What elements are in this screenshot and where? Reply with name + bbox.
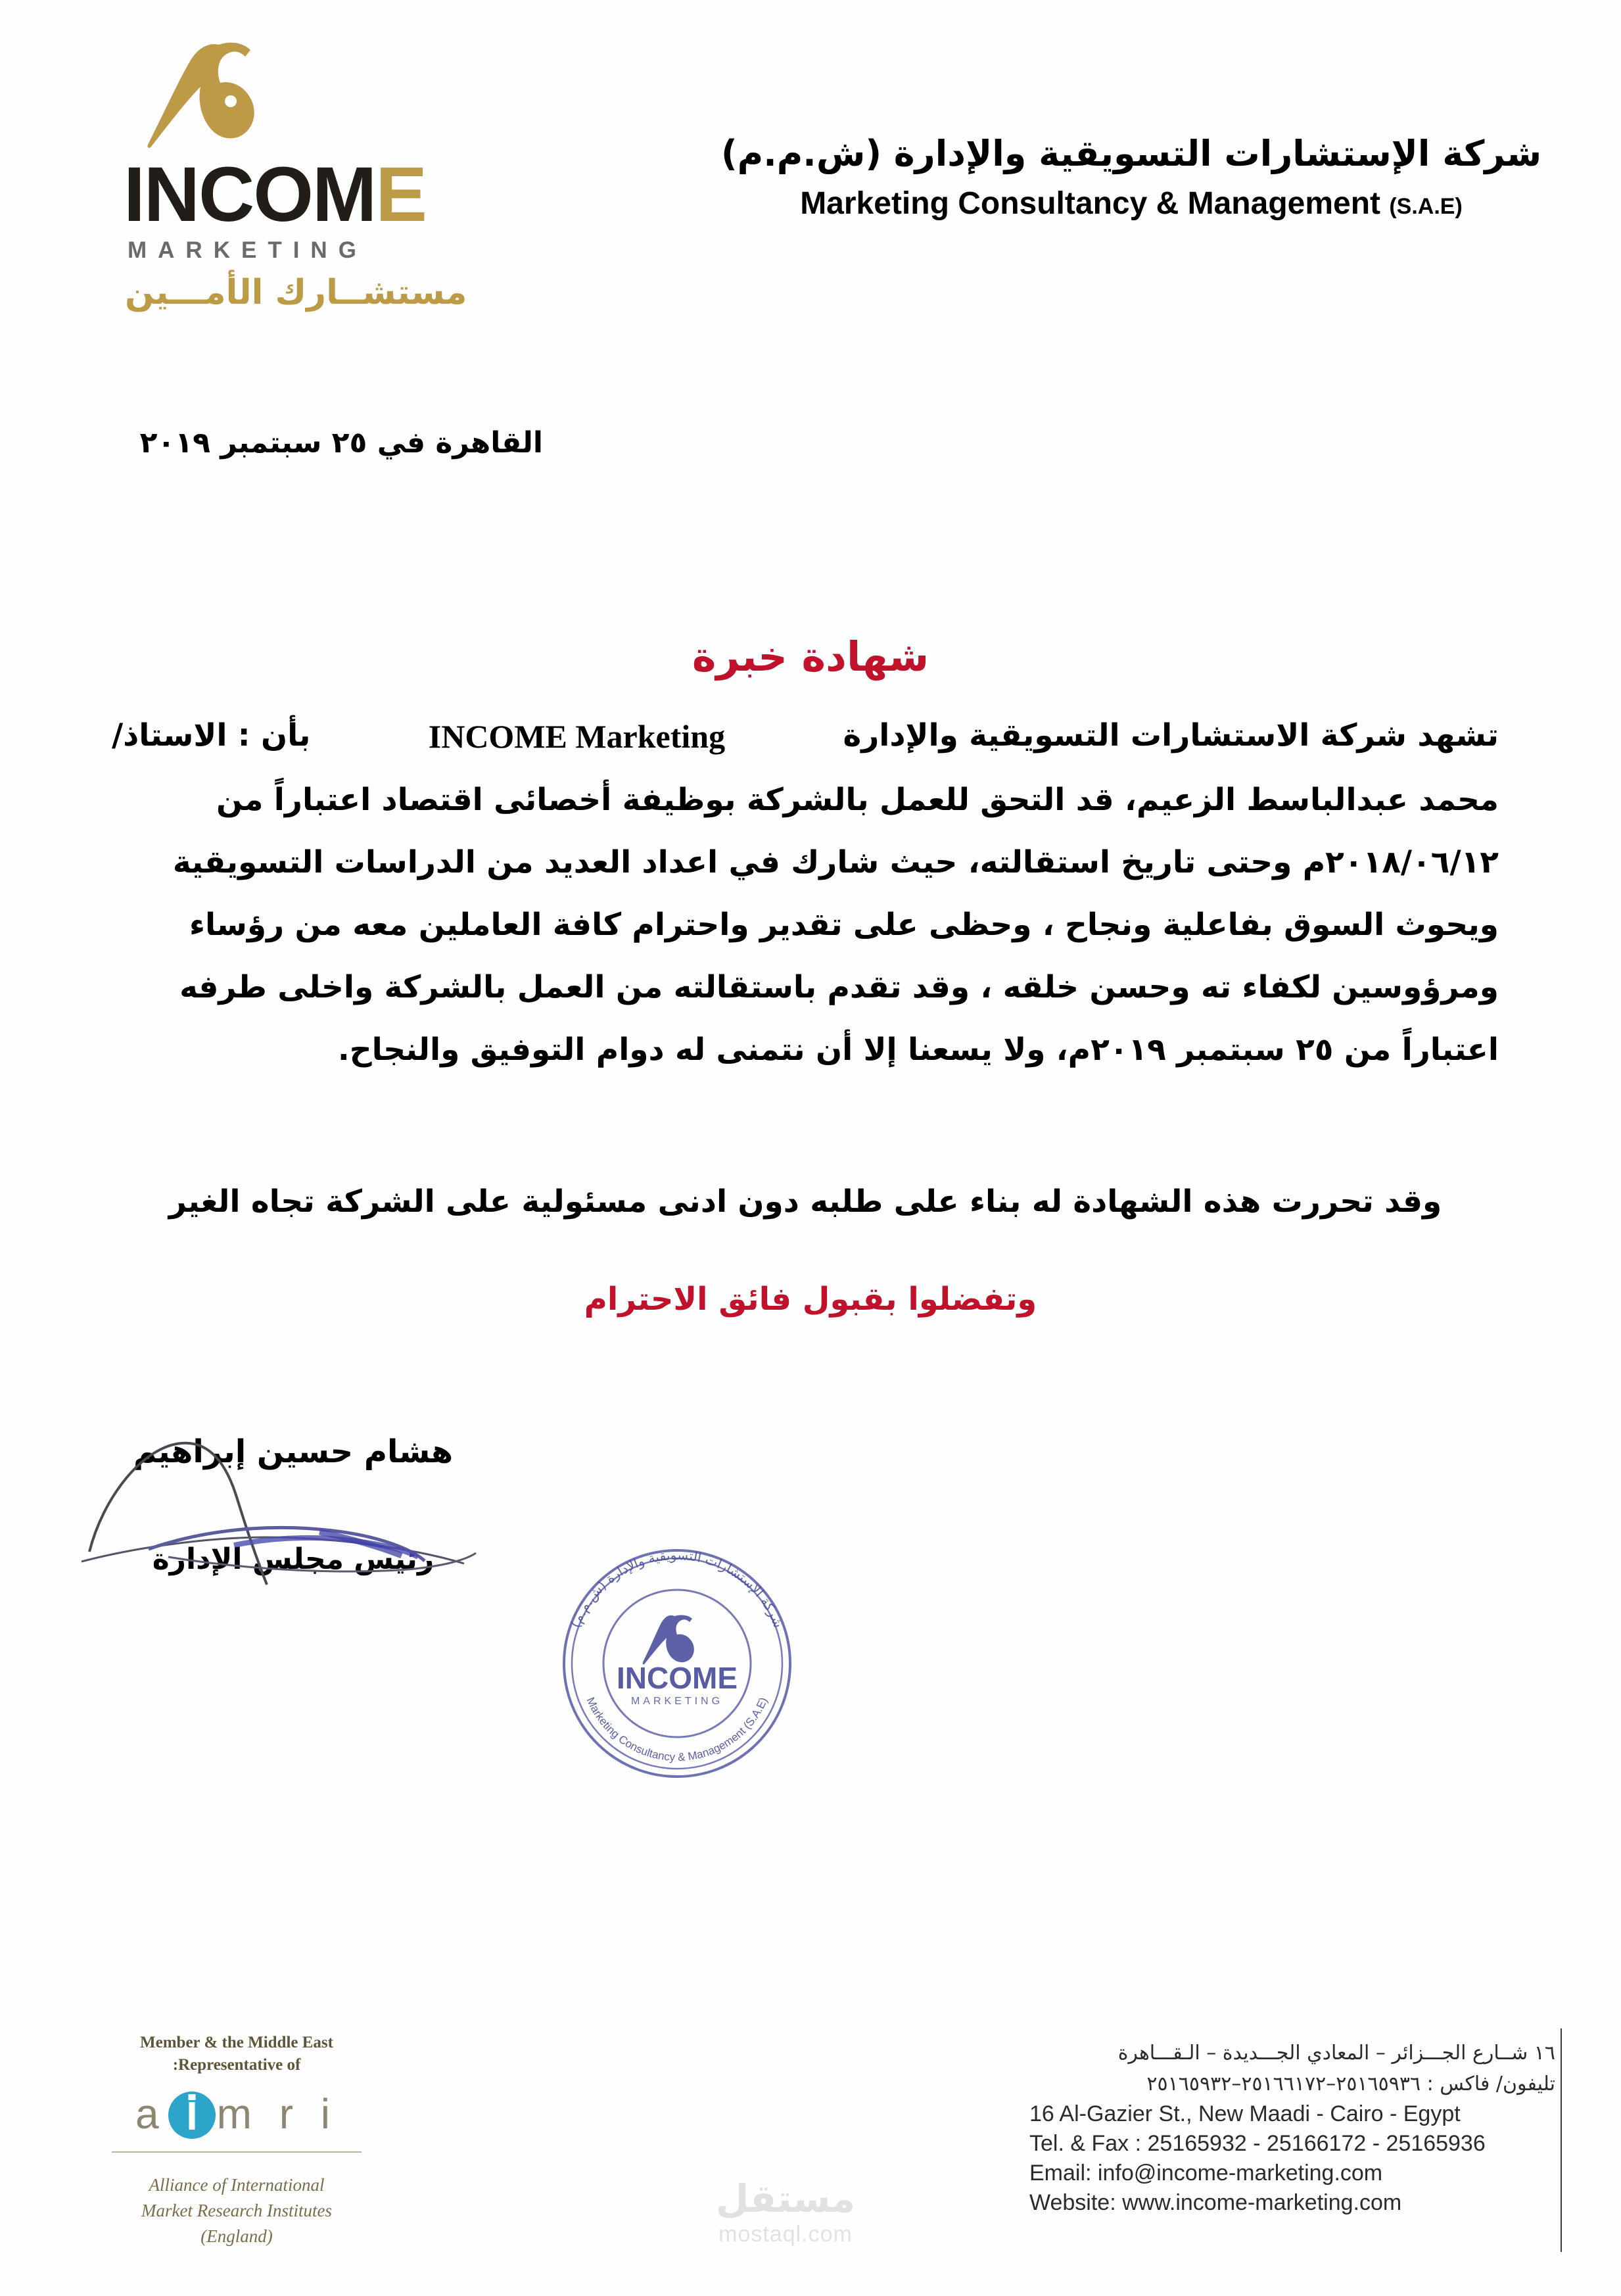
- contact-website[interactable]: Website: www.income-marketing.com: [1029, 2189, 1402, 2215]
- signature-name: هشام حسين إبراهيم: [133, 1433, 454, 1470]
- company-name-english: [720, 185, 1542, 222]
- stamp-center-sub: MARKETING: [630, 1696, 724, 1707]
- contact-address-arabic: ١٦ شــارع الجـــزائر – المعادي الجـــديدة – الـقـــاهرة: [1117, 2042, 1555, 2065]
- aimri-desc-line2: Market Research Institutes: [141, 2200, 332, 2220]
- aimri-desc-line3: (England): [200, 2226, 273, 2246]
- body-line-1: [112, 717, 1499, 755]
- logo-wordmark: [99, 151, 506, 238]
- aimri-affiliation: [99, 2032, 375, 2249]
- aimri-i-dot-icon: [168, 2092, 216, 2139]
- watermark-arabic: مستقل: [715, 2176, 856, 2221]
- date-line: القاهرة في ٢٥ سبتمبر ٢٠١٩: [139, 426, 543, 460]
- contact-address-english: 16 Al-Gazier St., New Maadi - Cairo - Egypt: [1029, 2101, 1461, 2126]
- logo-wordmark-accent: E: [375, 151, 427, 238]
- footer-vertical-rule: [1561, 2028, 1562, 2252]
- aimri-logo: a m r i: [135, 2090, 338, 2138]
- aimri-description: [99, 2172, 375, 2249]
- logo-arabic-slogan: مستشــارك الأمـــين: [125, 273, 467, 312]
- company-identity: [720, 132, 1542, 222]
- company-legal-form: (S.A.E): [1389, 193, 1463, 219]
- document-header: [0, 39, 1621, 316]
- signature-block: [116, 1433, 471, 1576]
- stamp-center-main: INCOME: [617, 1661, 738, 1695]
- page-title: شهادة خبرة: [692, 633, 929, 681]
- body-line-4: ويحوث السوق بفاعلية ونجاح ، وحظى على تقدير واحترام كافة العاملين معه من رؤساء: [189, 907, 1499, 943]
- contact-email[interactable]: Email: info@income-marketing.com: [1029, 2160, 1383, 2186]
- watermark-latin: mostaql.com: [718, 2222, 853, 2247]
- company-name-arabic: شركة الإستشارات التسويقية والإدارة (ش.م.م): [720, 133, 1542, 174]
- falcon-icon: [135, 39, 299, 155]
- stamp-bottom-arc-text: Marketing Consultancy & Management (S.A.E): [584, 1695, 770, 1764]
- body-line-1-start: تشهد شركة الاستشارات التسويقية والإدارة: [843, 717, 1499, 753]
- aimri-member-line1: Member & the Middle East: [140, 2034, 333, 2051]
- body-line-6: اعتباراً من ٢٥ سبتمبر ٢٠١٩م، ولا يسعنا إلا أن نتمنى له دوام التوفيق والنجاح.: [337, 1032, 1499, 1068]
- stamp-top-arc-text: شركة الإستشارات التسويقية والإدارة (ش.م.م): [567, 1546, 787, 1631]
- logo-wordmark-main: INCOM: [124, 151, 376, 238]
- body-line-1-end: بأن : الاستاذ/: [112, 717, 311, 753]
- disclaimer-paragraph: وقد تحررت هذه الشهادة له بناء على طلبه دون ادنى مسئولية على الشركة تجاه الغير: [168, 1184, 1442, 1220]
- body-line-2: محمد عبدالباسط الزعيم، قد التحق للعمل بالشركة بوظيفة أخصائى اقتصاد اعتباراً من: [216, 782, 1499, 818]
- body-line-3: ٢٠١٨/٠٦/١٢م وحتى تاريخ استقالته، حيث شارك في اعداد العديد من الدراسات التسويقية: [172, 844, 1499, 880]
- company-name-english-text: Marketing Consultancy & Management: [800, 185, 1381, 221]
- contact-phone-english: Tel. & Fax : 25165932 - 25166172 - 25165936: [1029, 2130, 1486, 2156]
- body-line-1-company: INCOME Marketing: [428, 718, 726, 755]
- company-stamp: [546, 1532, 809, 1795]
- contact-info: [1029, 2038, 1555, 2218]
- logo-tagline: MARKETING: [128, 237, 367, 263]
- body-line-5: ومرؤوسين لكفاء ته وحسن خلقه ، وقد تقدم باستقالته من العمل بالشركة واخلى طرفه: [179, 969, 1499, 1005]
- aimri-desc-line1: Alliance of International: [149, 2174, 325, 2195]
- closing-salutation: وتفضلوا بقبول فائق الاحترام: [584, 1281, 1037, 1318]
- contact-phone-arabic: تليفون/ فاكس : ٢٥١٦٥٩٣٦–٢٥١٦٦١٧٢–٢٥١٦٥٩٣٢: [1146, 2072, 1555, 2095]
- company-logo: [99, 39, 506, 312]
- aimri-divider: [112, 2151, 362, 2153]
- signature-title: رئيس مجلس الإدارة: [152, 1543, 435, 1576]
- certificate-body: [112, 717, 1499, 1097]
- mostaql-watermark: [677, 2176, 894, 2247]
- aimri-member-text: [99, 2032, 375, 2076]
- aimri-member-line2: Representative of:: [172, 2055, 301, 2074]
